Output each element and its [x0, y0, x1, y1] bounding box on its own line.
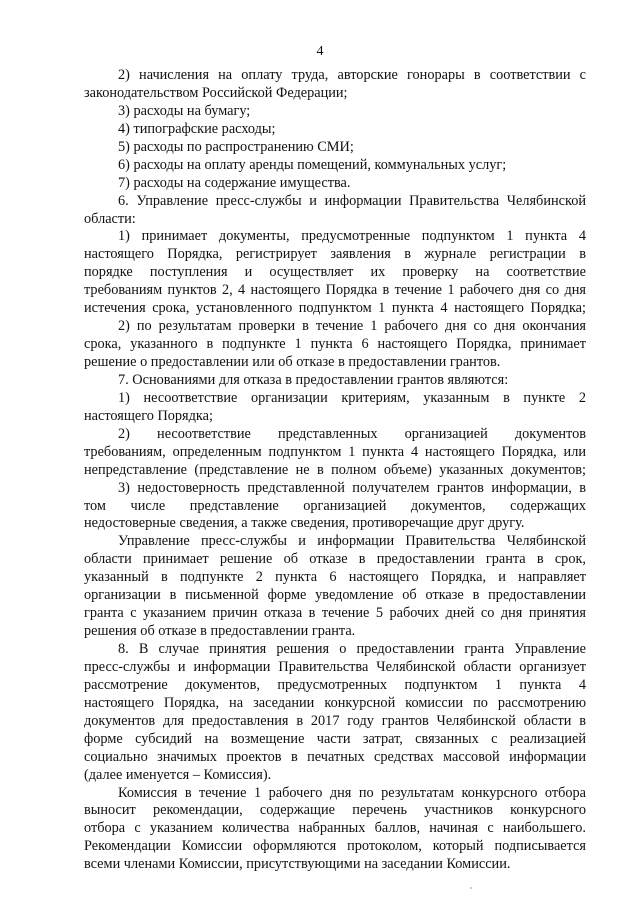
text-line: организации в письменной форме уведомление об отказе в предоставлении [84, 587, 586, 604]
text-line: указанный в подпункте 2 пункта 6 настоящего Порядка, и направляет [84, 569, 586, 586]
text-line: отбора с указанием количества набранных баллов, начиная с наибольшего. [84, 820, 586, 837]
text-line: области: [84, 210, 136, 227]
text-line: всеми членами Комиссии, присутствующими на заседании Комиссии. [84, 856, 511, 873]
text-line: 8. В случае принятия решения о предоставлении гранта Управление [118, 641, 586, 657]
text-line: форме субсидий на возмещение части затрат, связанных с реализацией [84, 730, 586, 747]
text-line: 7. Основаниями для отказа в предоставлении грантов являются: [118, 371, 509, 388]
text-line: 1) несоответствие организации критериям, указанным в пункте 2 [118, 389, 586, 406]
text-line: (далее именуется – Комиссия). [84, 766, 272, 783]
text-line: Управление пресс-службы и информации Правительства Челябинской [118, 533, 586, 550]
text-line: законодательством Российской Федерации; [84, 84, 348, 101]
document-body [84, 67, 586, 874]
text-line: 1) принимает документы, предусмотренные подпунктом 1 пункта 4 [118, 228, 586, 245]
text-line: требованиям пунктов 2, 4 настоящего Порядка в течение 1 рабочего дня со дня [84, 282, 586, 299]
text-line: 2) несоответствие представленных организацией документов [118, 425, 586, 442]
text-line: 6. Управление пресс-службы и информации Правительства Челябинской [118, 192, 586, 209]
scan-speck [470, 887, 472, 889]
text-line: 5) расходы по распространению СМИ; [118, 138, 354, 155]
text-line: том числе представление организацией документов, содержащих [84, 497, 586, 514]
text-line: 7) расходы на содержание имущества. [118, 174, 351, 191]
text-line: недостоверные сведения, а также сведения, противоречащие друг другу. [84, 515, 525, 532]
page-number: 4 [316, 44, 324, 59]
text-line: Рекомендации Комиссии оформляются протоколом, который подписывается [84, 838, 586, 855]
text-line: непредставление (представление не в полном объеме) указанных документов; [84, 461, 586, 478]
text-line: 3) недостоверность представленной получателем грантов информации, в [118, 479, 586, 496]
text-line: рассмотрение документов, предусмотренных подпунктом 1 пункта 4 [84, 676, 586, 693]
text-line: истечения срока, установленного подпунктом 1 пункта 4 настоящего Порядка; [84, 300, 586, 317]
text-line: настоящего Порядка, регистрирует заявления в журнале регистрации в [84, 246, 586, 263]
text-line: порядке поступления и осуществляет их проверку на соответствие [84, 264, 586, 281]
text-line: 6) расходы на оплату аренды помещений, коммунальных услуг; [118, 156, 507, 173]
text-line: выносит рекомендации, содержащие перечень участников конкурсного [84, 802, 586, 819]
text-line: 4) типографские расходы; [118, 120, 276, 137]
text-line: пресс-службы и информации Правительства Челябинской области организует [84, 658, 586, 675]
text-line: 2) по результатам проверки в течение 1 рабочего дня со дня окончания [118, 318, 586, 335]
text-line: документов для предоставления в 2017 году грантов Челябинской области в [84, 712, 586, 729]
text-line: решения об отказе в предоставлении гранта. [84, 623, 356, 640]
text-line: настоящего Порядка; [84, 407, 213, 424]
text-line: гранта с указанием причин отказа в течение 5 рабочих дней со дня принятия [84, 605, 586, 622]
text-line: области принимает решение об отказе в предоставлении гранта в срок, [84, 551, 586, 568]
text-line: требованиям, определенным подпунктом 1 пункта 4 настоящего Порядка, или [84, 443, 586, 460]
text-line: 2) начисления на оплату труда, авторские гонорары в соответствии с [118, 67, 586, 83]
text-line: Комиссия в течение 1 рабочего дня по результатам конкурсного отбора [118, 784, 586, 801]
text-line: 3) расходы на бумагу; [118, 102, 251, 119]
text-line: социально значимых проектов в печатных средствах массовой информации [84, 748, 586, 765]
text-line: решение о предоставлении или об отказе в предоставлении грантов. [84, 354, 501, 370]
text-line: срока, указанного в подпункте 1 пункта 6 настоящего Порядка, принимает [84, 336, 586, 353]
text-line: настоящего Порядка, на заседании конкурсной комиссии по рассмотрению [84, 694, 586, 711]
